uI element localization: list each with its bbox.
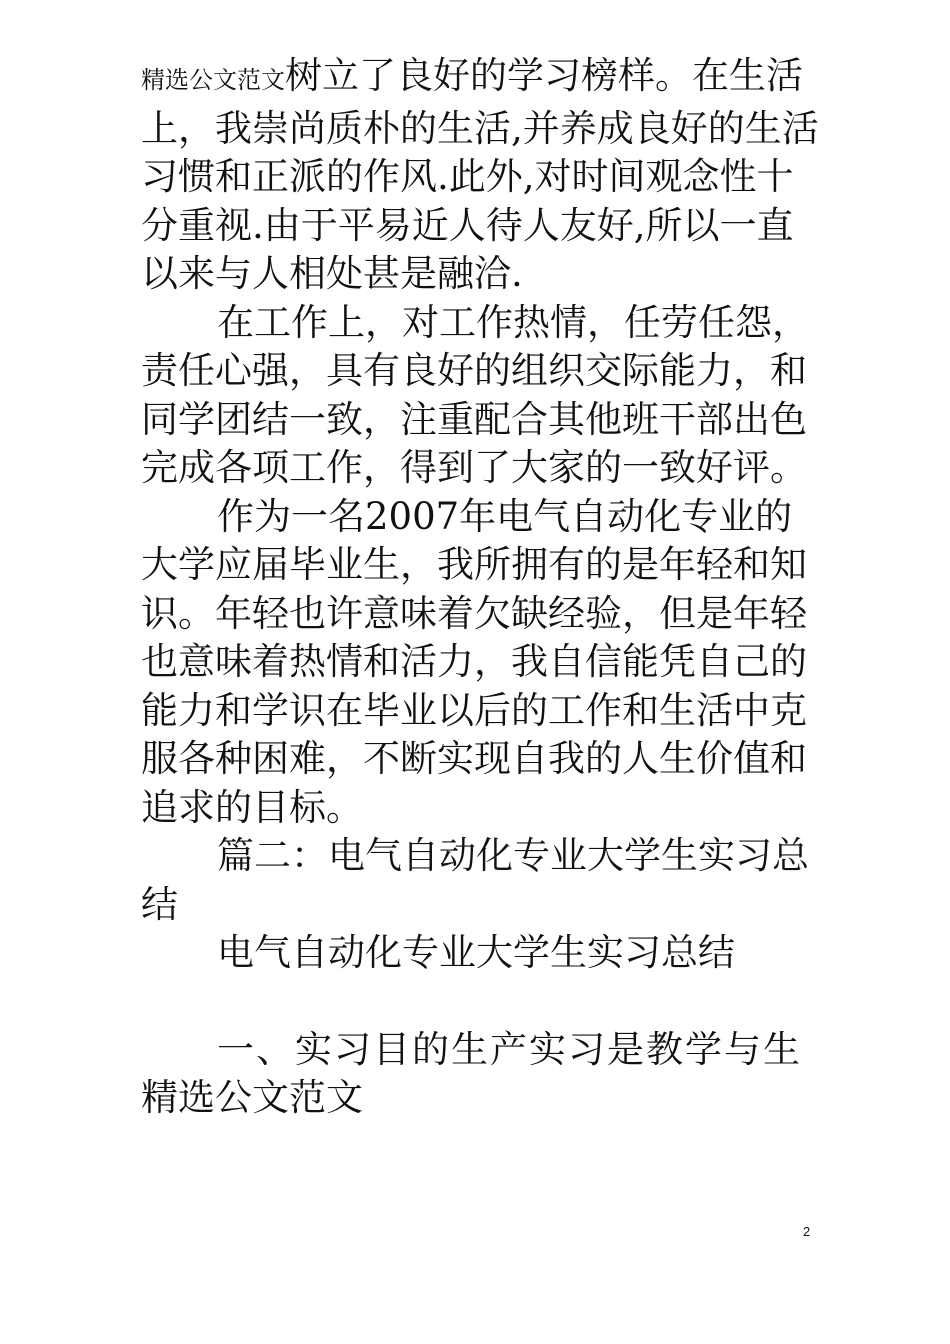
blank-line [141, 978, 821, 1026]
footer-label: 精选公文范文 [141, 1076, 363, 1119]
section-heading: 篇二：电气自动化专业大学生实习总结 [141, 834, 809, 926]
document-body [141, 52, 821, 1123]
paragraph-2: 在工作上，对工作热情，任劳任怨，责任心强，具有良好的组织交际能力，和同学团结一致，注重配合其他班干部出色完成各项工作，得到了大家的一致好评。 [141, 300, 809, 489]
section-1-start: 一、实习目的生产实习是教学与生 [217, 1027, 802, 1071]
header-label: 精选公文范文 [141, 66, 285, 94]
paragraph-1-text: 树立了良好的学习榜样。在生活上，我崇尚质朴的生活,并养成良好的生活习惯和正派的作风.此外,对时间观念性十分重视.由于平易近人待人友好,所以一直以来与人相处甚是融洽. [141, 54, 819, 295]
paragraph-3: 作为一名2007年电气自动化专业的大学应届毕业生，我所拥有的是年轻和知识。年轻也许意味着欠缺经验，但是年轻也意味着热情和活力，我自信能凭自己的能力和学识在毕业以后的工作和生活中克服各种困难，不断实现自我的人生价值和追求的目标。 [141, 494, 807, 829]
page-number: 2 [803, 1224, 811, 1239]
paragraph-1 [141, 52, 821, 299]
document-title: 电气自动化专业大学生实习总结 [217, 931, 735, 974]
